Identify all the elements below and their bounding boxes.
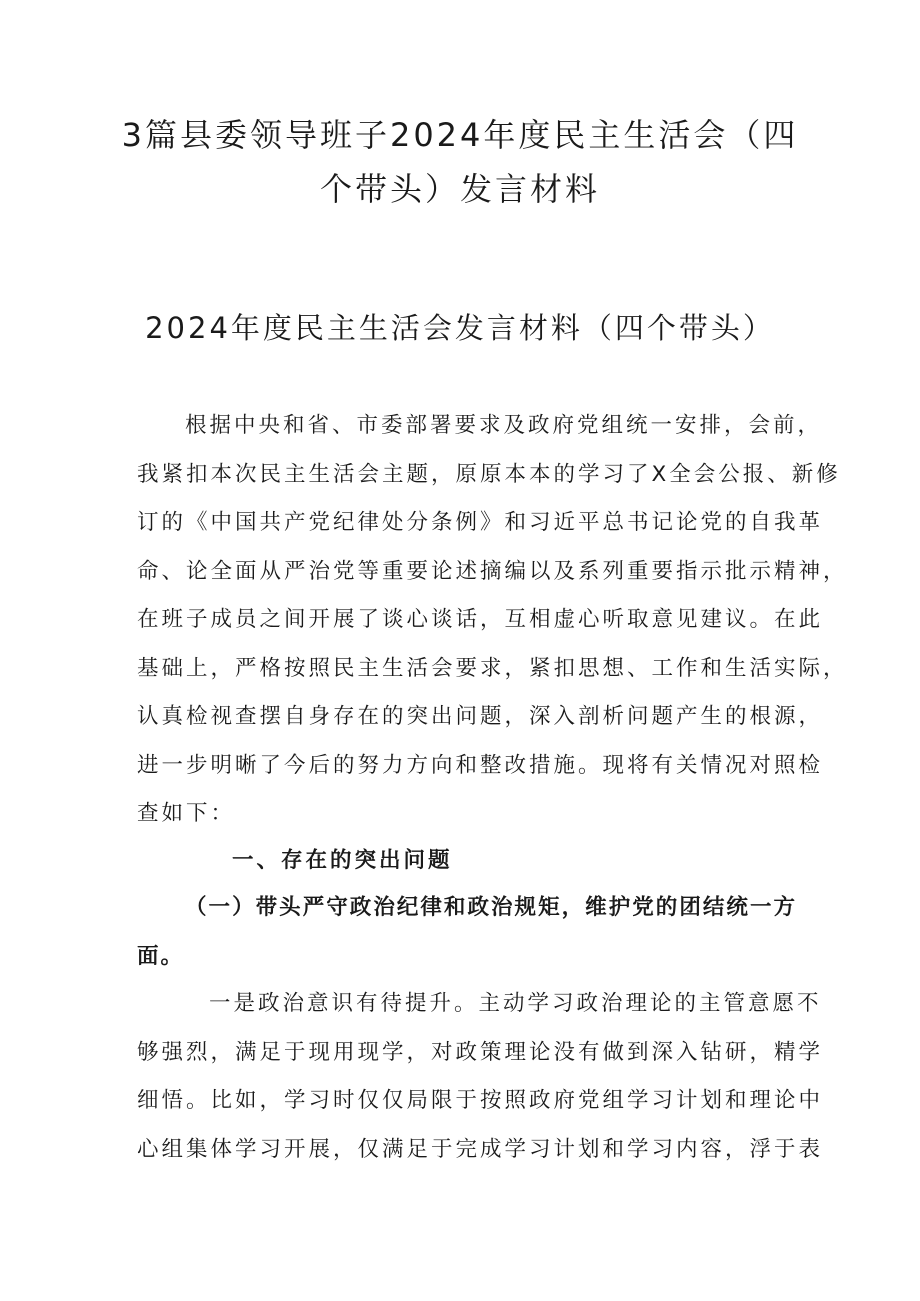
document-title-line: 3篇县委领导班子2024年度民主生活会（四: [121, 116, 799, 154]
intro-paragraph: [137, 402, 848, 839]
paragraph-line: 认真检视查摆自身存在的突出问题，深入剖析问题产生的根源，: [137, 704, 824, 729]
paragraph-line: 心组集体学习开展，仅满足于完成学习计划和学习内容，浮于表: [137, 1136, 824, 1162]
paragraph-line: 进一步明晰了今后的努力方向和整改措施。现将有关情况对照检: [137, 752, 824, 778]
section-heading: 一、存在的突出问题: [232, 848, 453, 873]
paragraph-line: 我紧扣本次民主生活会主题，原原本本的学习了X全会公报、新修: [137, 461, 841, 487]
paragraph-line: 一是政治意识有待提升。主动学习政治理论的主管意愿不: [209, 991, 822, 1016]
document-subtitle: 2024年度民主生活会发言材料（四个带头）: [145, 311, 775, 345]
document-title-line: 个带头）发言材料: [319, 170, 600, 208]
paragraph-line: 基础上，严格按照民主生活会要求，紧扣思想、工作和生活实际，: [137, 655, 848, 681]
paragraph-line: 查如下：: [137, 801, 236, 826]
paragraph-line: 命、论全面从严治党等重要论述摘编以及系列重要指示批示精神，: [137, 558, 848, 584]
heading-line: （一）带头严守政治纪律和政治规矩，维护党的团结统一方: [185, 895, 797, 920]
paragraph-line: 够强烈，满足于现用现学，对政策理论没有做到深入钻研，精学: [137, 1039, 824, 1065]
paragraph-line: 在班子成员之间开展了谈心谈话，互相虚心听取意见建议。在此: [137, 607, 824, 632]
paragraph-line: 根据中央和省、市委部署要求及政府党组统一安排，会前，: [185, 413, 823, 438]
subsection-heading: [137, 884, 797, 981]
paragraph-line: 订的《中国共产党纪律处分条例》和习近平总书记论党的自我革: [137, 510, 824, 535]
point-paragraph: [137, 980, 824, 1174]
document-title: [120, 108, 800, 216]
paragraph-line: 细悟。比如，学习时仅仅局限于按照政府党组学习计划和理论中: [137, 1088, 824, 1113]
heading-line: 面。: [137, 943, 185, 969]
